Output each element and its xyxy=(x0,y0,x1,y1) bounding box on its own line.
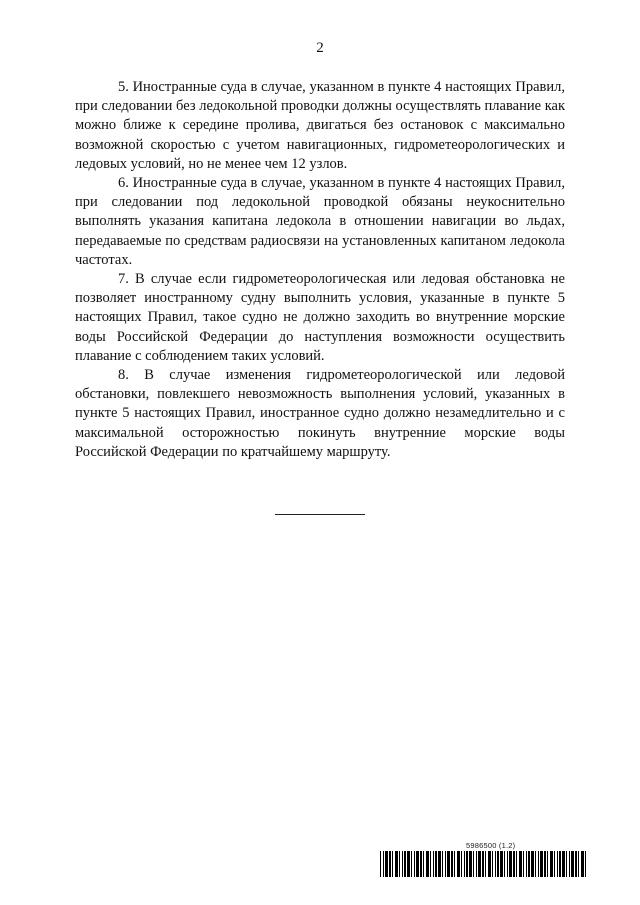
paragraph-8: 8. В случае изменения гидрометеорологической или ледовой обстановки, повлекшего невозможность выполнения условий, указанных в пункте 5 настоящих Правил, иностранное судно должно незамедлительно и с максимальной осторожностью покинуть внутренние морские воды Российской Федерации по кратчайшему маршруту. xyxy=(75,367,565,460)
paragraph-7: 7. В случае если гидрометеорологическая или ледовая обстановка не позволяет иностранному судну выполнить условия, указанные в пункте 5 настоящих Правил, такое судно не должно заходить во внутренние морские воды Российской Федерации до наступления возможности осуществить плавание с соблюдением таких условий. xyxy=(75,271,565,364)
document-body xyxy=(75,78,565,462)
paragraph-5: 5. Иностранные суда в случае, указанном в пункте 4 настоящих Правил, при следовании без ледокольной проводки должны осуществлять плавание как можно ближе к середине пролива, двигаться без остановок с максимально возможной скоростью с учетом навигационных, гидрометеорологических и ледовых условий, но не менее чем 12 узлов. xyxy=(75,79,565,172)
barcode-icon xyxy=(380,851,586,877)
barcode-number: 5986500 (1.2) xyxy=(466,841,516,850)
page-number: 2 xyxy=(316,40,324,56)
end-of-text-rule xyxy=(275,514,365,515)
paragraph-6: 6. Иностранные суда в случае, указанном в пункте 4 настоящих Правил, при следовании под ледокольной проводкой обязаны неукоснительно выполнять указания капитана ледокола в отношении навигации во льдах, передаваемые по средствам радиосвязи на установленных капитаном ледокола частотах. xyxy=(75,175,565,268)
